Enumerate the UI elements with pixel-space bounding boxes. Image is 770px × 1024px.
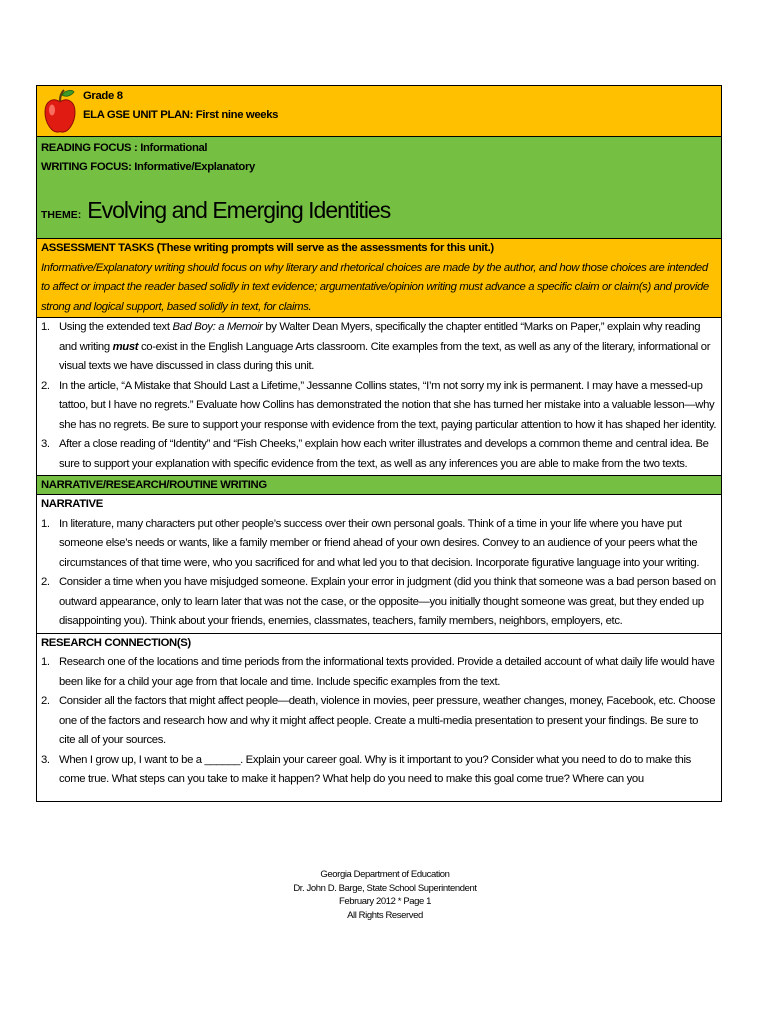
item-number: 1.	[41, 656, 50, 668]
task-text: co-exist in the English Language Arts classroom. Cite examples from the text, as well as any of the literary, informational or visual texts we have discussed in class during this unit.	[59, 340, 711, 372]
focus-row	[37, 137, 721, 239]
footer-date-page: February 2012 * Page 1	[338, 896, 432, 907]
research-section	[37, 634, 721, 802]
narrative-section	[37, 495, 721, 634]
reading-focus: READING FOCUS : Informational	[41, 142, 208, 154]
assessment-title: ASSESSMENT TASKS (These writing prompts will serve as the assessments for this unit.)	[41, 242, 494, 254]
header-row	[37, 86, 721, 137]
writing-focus: WRITING FOCUS: Informative/Explanatory	[41, 161, 255, 173]
footer-org: Georgia Department of Education	[320, 869, 450, 880]
item-text: Consider all the factors that might affect people—death, violence in movies, peer pressure, weather changes, money, Facebook, etc. Choose one of the factors and research how and why it might affect people. Create a multi-media presentation to present your findings. Be sure to cite all of your sources.	[59, 695, 716, 746]
research-item	[41, 653, 717, 692]
task-number: 1.	[41, 321, 50, 333]
task-text: Using the extended text	[59, 321, 173, 333]
task-item	[41, 377, 717, 436]
narrative-item	[41, 573, 717, 632]
task-text: After a close reading of “Identity” and “Fish Cheeks,” explain how each writer illustrates and develops a common theme and central idea. Be sure to support your explanation with specific evidence from the text, as well as any inferences you are able to make from the two texts.	[59, 438, 709, 470]
research-title: RESEARCH CONNECTION(S)	[41, 636, 191, 649]
emphasis-must: must	[112, 340, 139, 353]
assessment-body: Informative/Explanatory writing should focus on why literary and rhetorical choices are made by the author, and how those choices are intended to affect or impact the reader based solidly in text evidence; argumentative/opinion writing must advance a specific claim or claim(s) and provide strong and logical support, based solidly in text, for claims.	[41, 261, 709, 313]
header-text	[83, 87, 278, 125]
narrative-subtitle: NARRATIVE	[41, 498, 103, 510]
grade-label: Grade 8	[83, 90, 123, 102]
item-text: Consider a time when you have misjudged someone. Explain your error in judgment (did you think that someone was a bad person based on outward appearance, only to learn later that was not the case, or the opposite—you initially thought someone was great, but they ended up disappointing you). Think about your friends, enemies, classmates, teachers, family members, neighbors, employers, etc.	[59, 576, 716, 627]
unit-plan-table	[36, 85, 722, 802]
task-item	[41, 318, 717, 377]
plan-title: ELA GSE UNIT PLAN: First nine weeks	[83, 109, 279, 121]
narrative-item	[41, 515, 717, 574]
assessment-tasks	[37, 318, 721, 476]
page-footer	[0, 868, 770, 922]
task-number: 3.	[41, 438, 50, 450]
task-item	[41, 435, 717, 474]
footer-superintendent: Dr. John D. Barge, State School Superintendent	[293, 882, 477, 894]
book-title: Bad Boy: a Memoir	[172, 321, 263, 333]
task-text: In the article, “A Mistake that Should Last a Lifetime,” Jessanne Collins states, “I’m not sorry my ink is permanent. I may have a messed-up tattoo, but I have no regrets.” Evaluate how Collins has demonstrated the notion that she has turned her mistake into a valuable lesson—why she has no regrets. Be sure to support your response with evidence from the text, paying particular attention to how it has shaped her identity.	[59, 379, 717, 431]
item-text: In literature, many characters put other people’s success over their own personal goals. Think of a time in your life where you have put someone else’s needs or wants, like a family member or friend ahead of your own desires. Convey to an audience of your peers what the circumstances of that time were, who you sacrificed for and what led you to that decision. Incorporate figurative language into your writing.	[59, 517, 700, 569]
footer-rights: All Rights Reserved	[347, 909, 423, 921]
apple-icon	[43, 88, 77, 134]
item-number: 2.	[41, 576, 50, 588]
theme-value: Evolving and Emerging Identities	[87, 197, 391, 223]
item-text: When I grow up, I want to be a ______. Explain your career goal. Why is it important to you? Consider what you need to do to make this come true. What steps can you take to make it happen? What help do you need to make this goal come true? Where can you	[59, 753, 691, 785]
theme	[41, 197, 391, 226]
item-number: 2.	[41, 695, 50, 707]
assessment-row	[37, 239, 721, 318]
item-number: 1.	[41, 517, 50, 530]
item-number: 3.	[41, 753, 50, 766]
theme-label: THEME:	[41, 209, 82, 221]
narrative-research-header: NARRATIVE/RESEARCH/ROUTINE WRITING	[37, 476, 721, 495]
item-text: Research one of the locations and time periods from the informational texts provided. Provide a detailed account of what daily life would have been like for a child your age from that locale and time. Include specific examples from the text.	[59, 656, 715, 688]
research-item	[41, 751, 717, 790]
research-item	[41, 692, 717, 751]
task-number: 2.	[41, 379, 50, 392]
task-text: by Walter Dean Myers, specifically the chapter entitled “Marks on Paper,” explain why reading and writing	[59, 321, 701, 353]
